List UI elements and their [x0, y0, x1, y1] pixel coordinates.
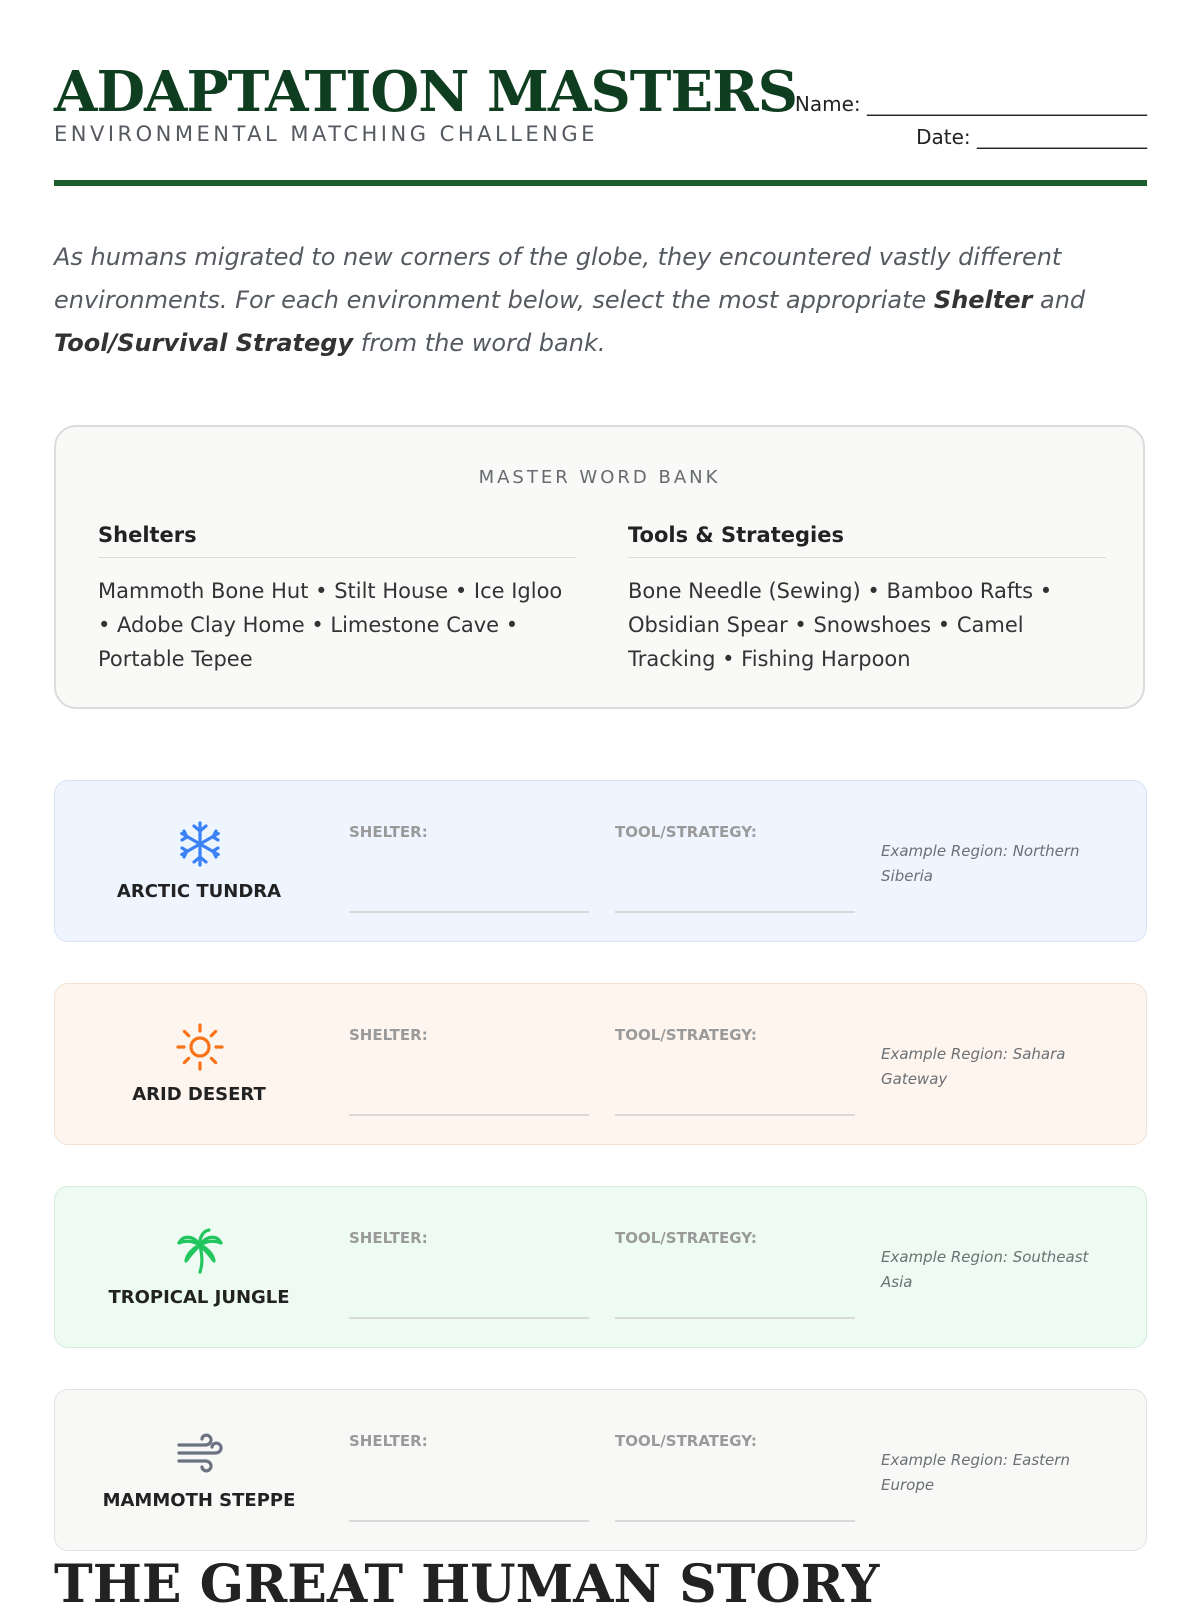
environment-name: TROPICAL JUNGLE	[108, 1287, 290, 1308]
tool-answer-line[interactable]	[615, 911, 855, 913]
student-fields	[795, 88, 1147, 154]
environment-name: ARCTIC TUNDRA	[116, 881, 282, 902]
example-region: Example Region: Northern Siberia	[881, 842, 1080, 885]
tool-label: TOOL/STRATEGY:	[615, 823, 757, 841]
tools-heading: Tools & Strategies	[628, 523, 1106, 558]
shelter-label: SHELTER:	[349, 823, 428, 841]
name-field[interactable]: Name: ____________________________	[794, 92, 1147, 116]
wind-icon	[175, 1428, 225, 1478]
tool-label: TOOL/STRATEGY:	[615, 1229, 757, 1247]
tool-answer-line[interactable]	[615, 1114, 855, 1116]
shelter-answer-line[interactable]	[349, 1114, 589, 1116]
page-subtitle: ENVIRONMENTAL MATCHING CHALLENGE	[54, 122, 598, 146]
instructions: As humans migrated to new corners of the globe, they encountered vastly different environments. For each environment below, select the most appropriate Shelter and Tool/Survival Strategy from the word bank.	[54, 243, 1086, 357]
word-bank	[54, 425, 1145, 709]
shelters-list: Mammoth Bone Hut • Stilt House • Ice Igloo • Adobe Clay Home • Limestone Cave • Portable Tepee	[98, 579, 563, 671]
palm-tree-icon	[175, 1225, 225, 1275]
example-region: Example Region: Southeast Asia	[881, 1248, 1089, 1291]
environment-name: MAMMOTH STEPPE	[102, 1490, 296, 1511]
environment-card	[54, 1186, 1147, 1348]
shelter-label: SHELTER:	[349, 1026, 428, 1044]
tool-label: TOOL/STRATEGY:	[615, 1026, 757, 1044]
tools-list: Bone Needle (Sewing) • Bamboo Rafts • Obsidian Spear • Snowshoes • Camel Tracking • Fishing Harpoon	[628, 579, 1053, 671]
shelter-answer-line[interactable]	[349, 1520, 589, 1522]
word-bank-title: MASTER WORD BANK	[478, 467, 721, 488]
example-region: Example Region: Eastern Europe	[881, 1451, 1070, 1494]
shelter-label: SHELTER:	[349, 1432, 428, 1450]
worksheet-header	[54, 52, 1147, 182]
snowflake-icon	[175, 819, 225, 869]
environment-card	[54, 1389, 1147, 1551]
environment-name: ARID DESERT	[132, 1084, 266, 1105]
shelter-label: SHELTER:	[349, 1229, 428, 1247]
tool-answer-line[interactable]	[615, 1520, 855, 1522]
environment-card	[54, 780, 1147, 942]
tools-column	[628, 523, 1106, 676]
shelter-answer-line[interactable]	[349, 1317, 589, 1319]
shelter-answer-line[interactable]	[349, 911, 589, 913]
example-region: Example Region: Sahara Gateway	[881, 1045, 1066, 1088]
header-divider	[54, 180, 1147, 186]
tool-answer-line[interactable]	[615, 1317, 855, 1319]
page-title: ADAPTATION MASTERS	[54, 59, 798, 125]
environment-card	[54, 983, 1147, 1145]
shelters-column	[98, 523, 576, 676]
shelters-heading: Shelters	[98, 523, 576, 558]
date-field[interactable]: Date: _________________	[916, 125, 1147, 149]
tool-label: TOOL/STRATEGY:	[615, 1432, 757, 1450]
next-section-title: THE GREAT HUMAN STORY	[54, 1554, 880, 1615]
sun-icon	[175, 1022, 225, 1072]
